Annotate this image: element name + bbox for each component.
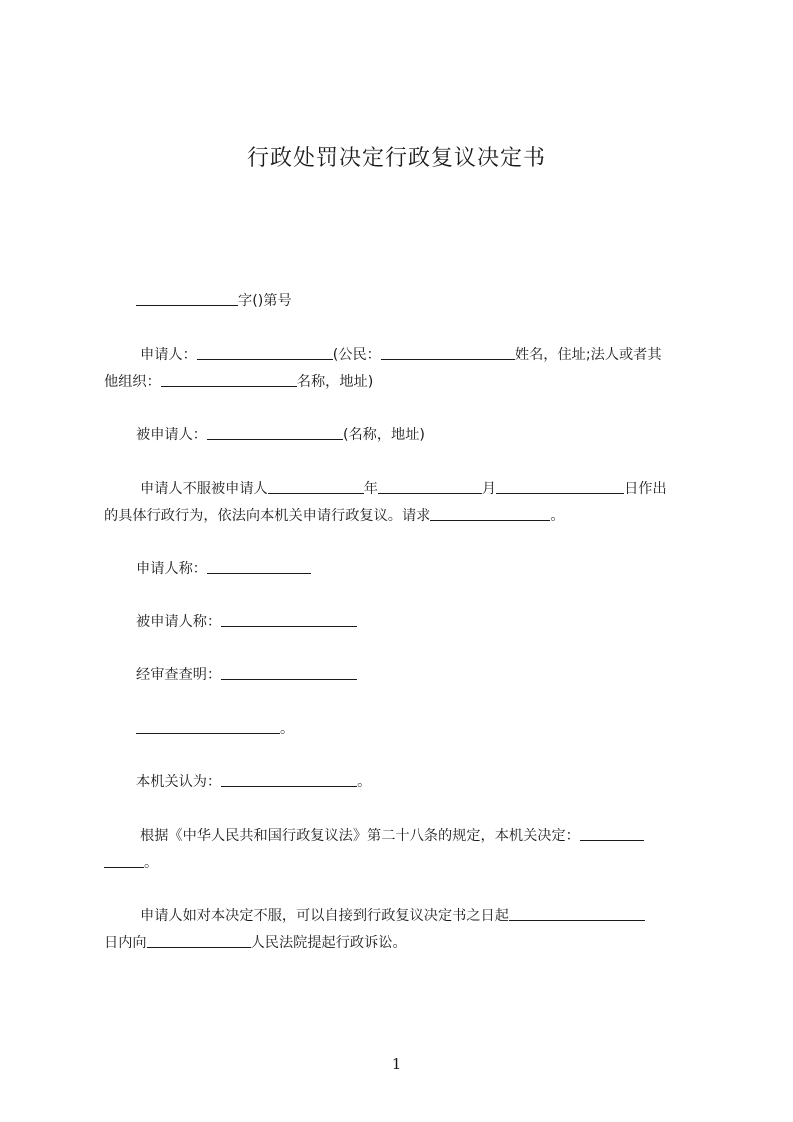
respondent-fields: (名称，地址)	[342, 427, 425, 443]
opinion-line	[136, 772, 371, 792]
decision-blank-2	[104, 866, 144, 868]
applicant-line-2	[104, 372, 373, 392]
doc-number-line	[136, 291, 292, 311]
opinion-label: 本机关认为：	[136, 774, 222, 790]
dispute-month-label: 月	[481, 481, 497, 497]
applicant-claim-blank	[207, 572, 311, 574]
opinion-end-mark: 。	[357, 774, 372, 790]
appeal-line-2	[104, 933, 407, 953]
dispute-request-blank	[430, 519, 550, 521]
dispute-line-2	[104, 506, 565, 526]
doc-number-blank	[136, 304, 238, 306]
applicant-blank	[197, 358, 333, 360]
applicant-claim-line	[136, 559, 311, 579]
dispute-month-blank	[496, 492, 624, 494]
dispute-respondent-blank	[268, 492, 364, 494]
respondent-claim-line	[136, 612, 357, 632]
dispute-day-label: 日作出	[624, 481, 667, 497]
appeal-days-blank	[509, 919, 645, 921]
page-number: 1	[391, 1055, 402, 1073]
dispute-line-1	[140, 479, 667, 499]
applicant-citizen-fields: 姓名，住址;法人或者其	[514, 347, 662, 363]
decision-end-mark: 。	[144, 855, 159, 871]
appeal-line-1	[140, 906, 645, 926]
applicant-org-blank	[161, 385, 297, 387]
applicant-line-1	[140, 345, 662, 365]
findings-line	[136, 665, 357, 685]
decision-blank-1	[580, 839, 644, 841]
document-title: 行政处罚决定行政复议决定书	[246, 146, 546, 171]
applicant-claim-label: 申请人称：	[136, 561, 207, 577]
findings-blank	[221, 678, 357, 680]
dispute-text-1: 申请人不服被申请人	[140, 481, 268, 497]
respondent-blank	[207, 438, 343, 440]
applicant-citizen-blank	[381, 358, 515, 360]
doc-number-suffix: 字()第号	[238, 293, 292, 309]
findings-label: 经审查查明：	[136, 667, 222, 683]
decision-text: 根据《中华人民共和国行政复议法》第二十八条的规定，本机关决定：	[140, 828, 580, 844]
findings-continuation-line	[136, 719, 294, 739]
applicant-label: 申请人：	[140, 347, 197, 363]
applicant-citizen-prefix: (公民：	[332, 347, 381, 363]
dispute-end-mark: 。	[550, 508, 565, 524]
appeal-text: 申请人如对本决定不服，可以自接到行政复议决定书之日起	[140, 908, 509, 924]
appeal-court-blank	[147, 946, 251, 948]
opinion-blank	[221, 785, 357, 787]
dispute-year-label: 年	[363, 481, 378, 497]
respondent-claim-blank	[221, 625, 357, 627]
decision-line-2	[104, 853, 158, 873]
respondent-line	[136, 425, 425, 445]
respondent-label: 被申请人：	[136, 427, 207, 443]
dispute-year-blank	[378, 492, 482, 494]
applicant-org-fields: 名称，地址)	[296, 374, 374, 390]
applicant-org-prefix: 他组织：	[104, 374, 161, 390]
respondent-claim-label: 被申请人称：	[136, 614, 222, 630]
appeal-court-text: 人民法院提起行政诉讼。	[250, 935, 407, 951]
decision-line-1	[140, 826, 644, 846]
findings-continuation-blank	[136, 732, 280, 734]
findings-continuation-end: 。	[280, 721, 295, 737]
dispute-text-2: 的具体行政行为，依法向本机关申请行政复议。请求	[104, 508, 431, 524]
appeal-days-label: 日内向	[104, 935, 147, 951]
